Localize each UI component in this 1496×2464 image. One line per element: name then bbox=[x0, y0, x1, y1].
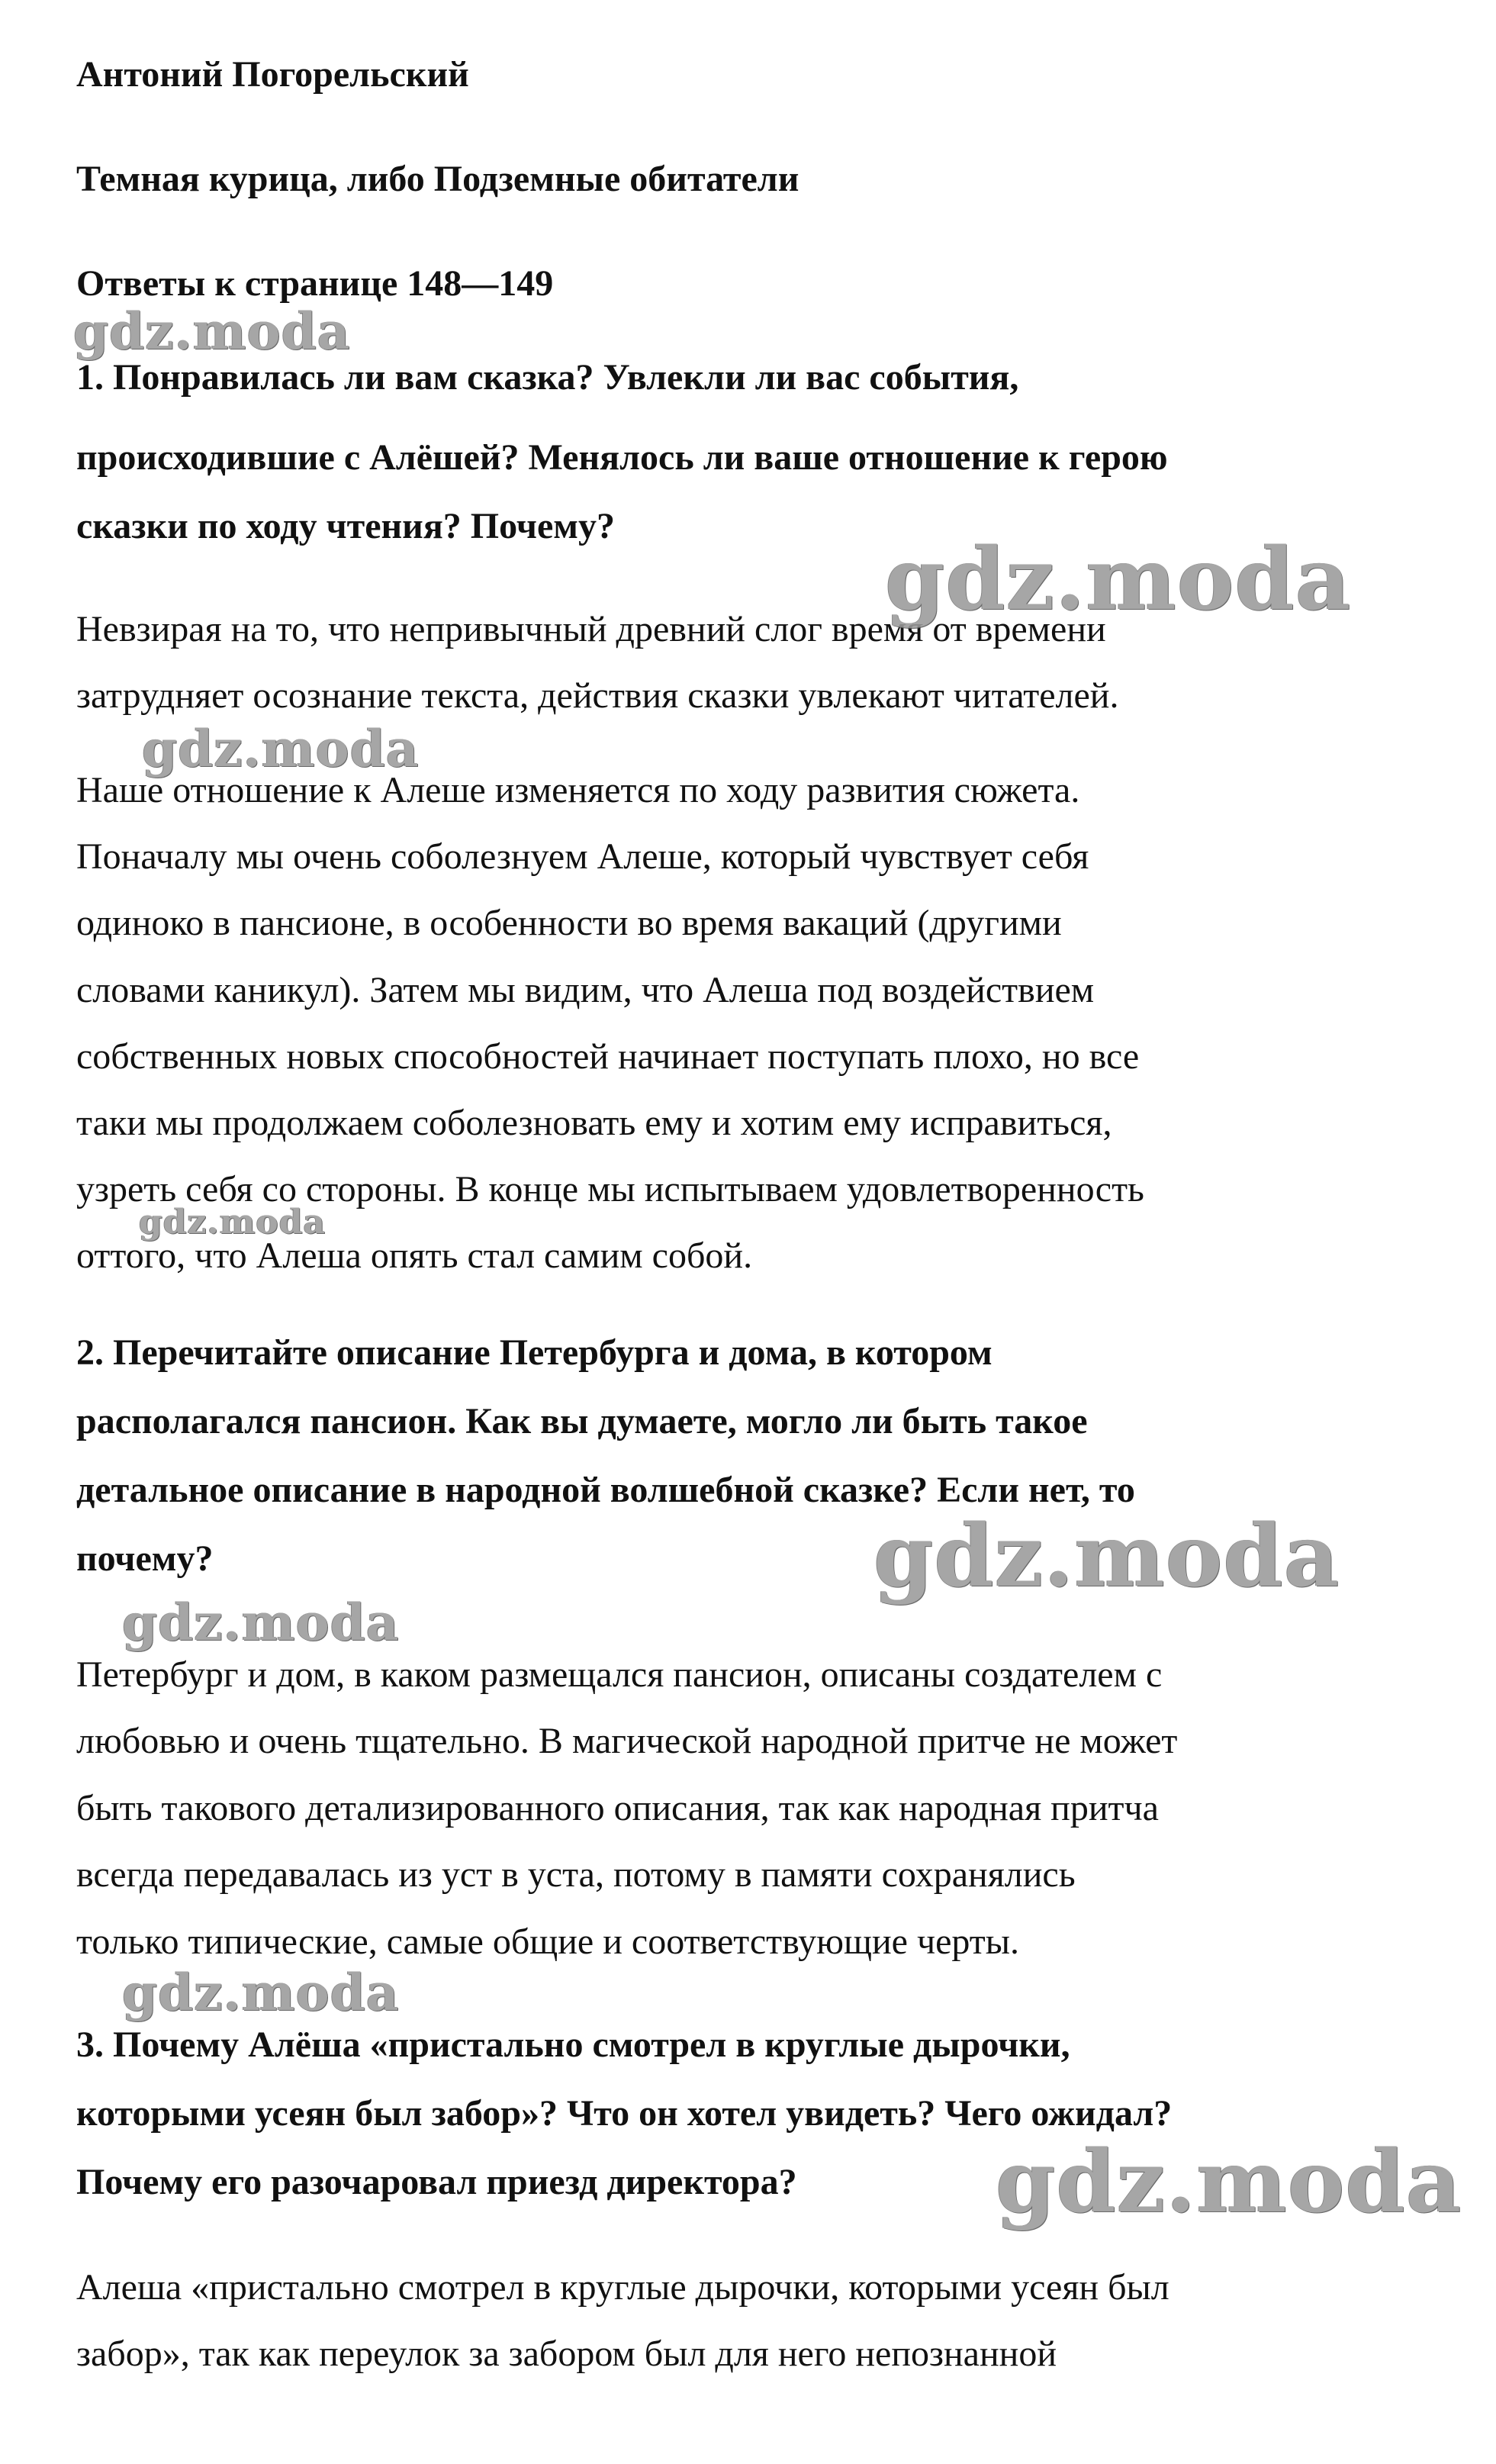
answer-1-line-5: одиноко в пансионе, в особенности во время вакаций (другими bbox=[76, 903, 1062, 943]
question-1-line-1: 1. Понравилась ли вам сказка? Увлекли ли вас события, bbox=[76, 357, 1019, 398]
question-3-line-3: Почему его разочаровал приезд директора? bbox=[76, 2162, 797, 2202]
question-2-line-2: располагался пансион. Как вы думаете, могло ли быть такое bbox=[76, 1401, 1088, 1441]
watermark-logo: gdz.moda bbox=[885, 530, 1352, 630]
watermark-logo: gdz.moda bbox=[122, 1963, 400, 2022]
answer-1-line-7: собственных новых способностей начинает поступать плохо, но все bbox=[76, 1036, 1140, 1077]
document-title: Темная курица, либо Подземные обитатели bbox=[76, 159, 799, 199]
answer-2-line-1: Петербург и дом, в каком размещался пансион, описаны создателем с bbox=[76, 1654, 1163, 1695]
question-1-line-2: происходившие с Алёшей? Менялось ли ваше отношение к герою bbox=[76, 437, 1168, 478]
author-name: Антоний Погорельский bbox=[76, 54, 469, 95]
watermark-logo: gdz.moda bbox=[139, 1203, 327, 1242]
watermark-logo: gdz.moda bbox=[73, 301, 351, 361]
answer-1-line-2: затрудняет осознание текста, действия сказки увлекают читателей. bbox=[76, 675, 1119, 716]
answer-2-line-3: быть такового детализированного описания, так как народная притча bbox=[76, 1788, 1159, 1828]
page-reference: Ответы к странице 148—149 bbox=[76, 263, 554, 304]
question-1-line-3: сказки по ходу чтения? Почему? bbox=[76, 506, 615, 546]
answer-3-line-1: Алеша «пристально смотрел в круглые дырочки, которыми усеян был bbox=[76, 2267, 1169, 2308]
answer-1-line-10: оттого, что Алеша опять стал самим собой. bbox=[76, 1235, 753, 1276]
answer-3-line-2: забор», так как переулок за забором был для него непознанной bbox=[76, 2334, 1057, 2374]
answer-1-line-3: Наше отношение к Алеше изменяется по ходу развития сюжета. bbox=[76, 770, 1080, 810]
question-3-line-1: 3. Почему Алёша «пристально смотрел в круглые дырочки, bbox=[76, 2024, 1070, 2065]
question-2-line-4: почему? bbox=[76, 1538, 214, 1579]
question-2-line-3: детальное описание в народной волшебной сказке? Если нет, то bbox=[76, 1470, 1135, 1510]
answer-2-line-5: только типические, самые общие и соответствующие черты. bbox=[76, 1921, 1019, 1962]
question-3-line-2: которыми усеян был забор»? Что он хотел увидеть? Чего ожидал? bbox=[76, 2093, 1173, 2134]
answer-2-line-2: любовью и очень тщательно. В магической народной притче не может bbox=[76, 1721, 1178, 1761]
watermark-logo: gdz.moda bbox=[996, 2132, 1462, 2232]
watermark-logo: gdz.moda bbox=[873, 1506, 1340, 1606]
question-2-line-1: 2. Перечитайте описание Петербурга и дома, в котором bbox=[76, 1332, 993, 1373]
answer-1-line-8: таки мы продолжаем соболезновать ему и хотим ему исправиться, bbox=[76, 1103, 1112, 1143]
answer-1-line-6: словами каникул). Затем мы видим, что Алеша под воздействием bbox=[76, 970, 1095, 1010]
watermark-logo: gdz.moda bbox=[142, 719, 420, 778]
answer-2-line-4: всегда передавалась из уст в уста, потому в памяти сохранялись bbox=[76, 1854, 1076, 1895]
watermark-logo: gdz.moda bbox=[122, 1593, 400, 1652]
answer-1-line-1: Невзирая на то, что непривычный древний слог время от времени bbox=[76, 609, 1106, 649]
answer-1-line-9: узреть себя со стороны. В конце мы испытываем удовлетворенность bbox=[76, 1169, 1144, 1209]
answer-1-line-4: Поначалу мы очень соболезнуем Алеше, который чувствует себя bbox=[76, 836, 1089, 877]
